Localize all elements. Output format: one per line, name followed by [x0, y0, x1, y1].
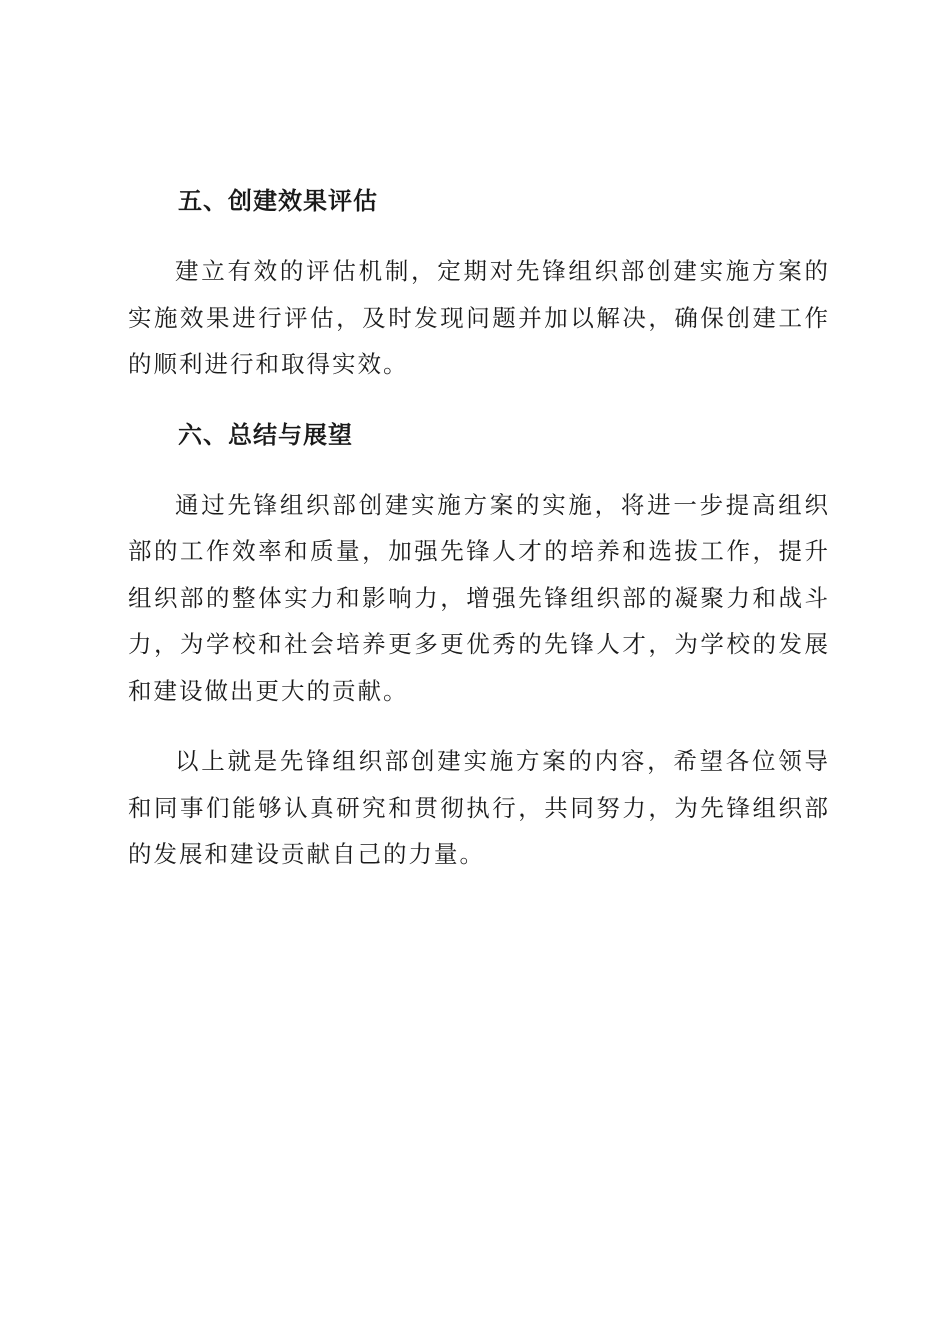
paragraph-evaluation: 建立有效的评估机制，定期对先锋组织部创建实施方案的实施效果进行评估，及时发现问题并加以解决，确保创建工作的顺利进行和取得实效。 — [128, 257, 830, 378]
paragraph-closing: 以上就是先锋组织部创建实施方案的内容，希望各位领导和同事们能够认真研究和贯彻执行，共同努力，为先锋组织部的发展和建设贡献自己的力量。 — [128, 747, 830, 868]
paragraph-summary: 通过先锋组织部创建实施方案的实施，将进一步提高组织部的工作效率和质量，加强先锋人才的培养和选拔工作，提升组织部的整体实力和影响力，增强先锋组织部的凝聚力和战斗力，为学校和社会培养更多更优秀的先锋人才，为学校的发展和建设做出更大的贡献。 — [128, 490, 830, 705]
document-body — [128, 178, 830, 902]
section-heading-evaluation: 五、创建效果评估 — [178, 187, 378, 215]
section-heading-summary: 六、总结与展望 — [178, 420, 353, 449]
